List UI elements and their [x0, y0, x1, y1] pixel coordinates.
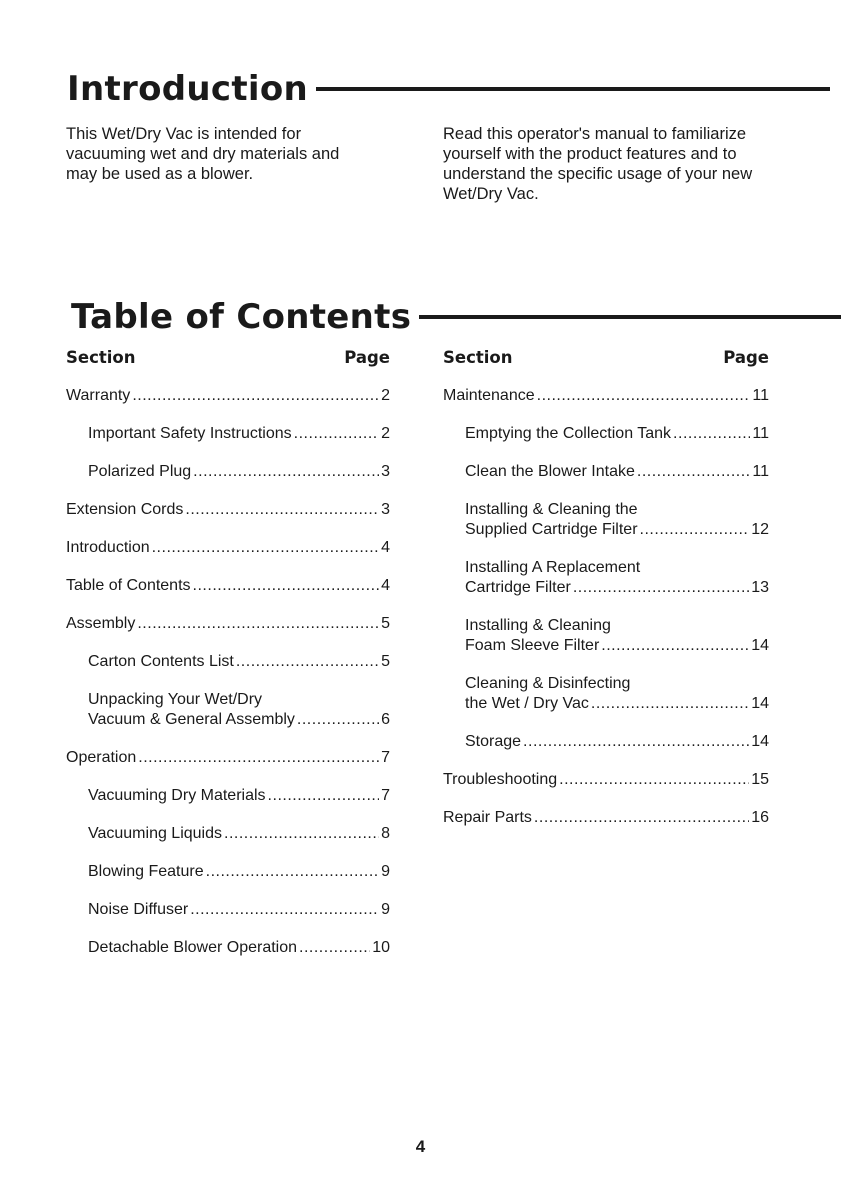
toc-entry	[66, 462, 390, 482]
dot-leader	[152, 538, 379, 558]
toc-entry-title-line: Installing & Cleaning the	[465, 501, 638, 518]
toc-entry	[66, 900, 390, 920]
toc-entry-title: Emptying the Collection Tank	[465, 425, 672, 442]
toc-entry-title: Assembly	[66, 615, 136, 632]
toc-entry-title: Introduction	[66, 539, 150, 556]
section-label: Section	[443, 348, 513, 367]
dot-leader	[185, 500, 379, 520]
toc-column-header	[443, 348, 769, 368]
toc-entry-title: Foam Sleeve Filter	[465, 637, 600, 654]
section-label: Section	[66, 348, 136, 367]
toc-entry-title: Vacuuming Liquids	[88, 825, 223, 842]
toc-entry-title: Blowing Feature	[88, 863, 204, 880]
toc-entry	[443, 558, 769, 598]
toc-entry	[66, 690, 390, 730]
toc-entry-line	[88, 938, 390, 958]
toc-entry-line	[443, 808, 769, 828]
toc-entry-title: Table of Contents	[66, 577, 191, 594]
toc-heading	[71, 297, 773, 337]
dot-leader	[190, 900, 379, 920]
introduction-title: Introduction	[67, 69, 309, 109]
toc-entry-title: Vacuum & General Assembly	[88, 711, 295, 728]
dot-leader	[297, 710, 379, 730]
toc-entry-line	[88, 652, 390, 672]
dot-leader	[294, 424, 379, 444]
toc-entry-title: Maintenance	[443, 387, 535, 404]
toc-entry-title: Repair Parts	[443, 809, 532, 826]
toc-entry	[66, 500, 390, 520]
intro-paragraph-right: Read this operator's manual to familiarize yourself with the product features and to understand the specific usage of your new Wet/Dry Vac.	[443, 125, 753, 203]
dot-leader	[637, 462, 751, 482]
toc-entry-page: 15	[751, 771, 769, 788]
toc-entry-line	[88, 824, 390, 844]
toc-entry-page: 5	[381, 653, 390, 670]
dot-leader	[601, 636, 749, 656]
toc-entry-line	[465, 694, 769, 714]
toc-entry-line	[66, 386, 390, 406]
toc-entry-title-line: Installing A Replacement	[465, 559, 641, 576]
toc-entry	[66, 862, 390, 882]
toc-entry-page: 2	[381, 425, 390, 442]
toc-entry	[66, 786, 390, 806]
toc-entry-page: 7	[381, 787, 390, 804]
toc-entry-line	[66, 576, 390, 596]
toc-entry-line	[66, 500, 390, 520]
toc-entry-page: 14	[751, 733, 769, 750]
toc-entry	[443, 500, 769, 540]
toc-column-left	[66, 348, 390, 976]
dot-leader	[534, 808, 749, 828]
toc-entry-title: Noise Diffuser	[88, 901, 189, 918]
intro-paragraph-left: This Wet/Dry Vac is intended for vacuuming wet and dry materials and may be used as a blower.	[66, 125, 340, 183]
toc-entry-page: 5	[381, 615, 390, 632]
toc-entry-title: Extension Cords	[66, 501, 184, 518]
toc-entry-page: 2	[381, 387, 390, 404]
dot-leader	[299, 938, 370, 958]
dot-leader	[559, 770, 749, 790]
toc-entry-line	[66, 614, 390, 634]
toc-entry-list	[66, 386, 390, 958]
toc-entry-page: 11	[752, 463, 769, 480]
dot-leader	[640, 520, 750, 540]
toc-entry-page: 7	[381, 749, 390, 766]
toc-entry-page: 4	[381, 539, 390, 556]
dot-leader	[193, 462, 379, 482]
toc-entry-title: Cartridge Filter	[465, 579, 571, 596]
dot-leader	[193, 576, 380, 596]
toc-entry-line	[465, 578, 769, 598]
dot-leader	[138, 748, 379, 768]
toc-entry	[66, 614, 390, 634]
toc-entry-line	[88, 462, 390, 482]
toc-entry-line	[465, 732, 769, 752]
toc-entry-page: 4	[381, 577, 390, 594]
toc-entry	[443, 424, 769, 444]
toc-entry-page: 9	[381, 901, 390, 918]
dot-leader	[132, 386, 379, 406]
toc-entry-line	[88, 710, 390, 730]
toc-entry-page: 11	[752, 387, 769, 404]
toc-entry-page: 8	[381, 825, 390, 842]
toc-entry	[66, 824, 390, 844]
toc-entry-title: Carton Contents List	[88, 653, 234, 670]
toc-entry	[443, 386, 769, 406]
introduction-heading	[67, 69, 773, 109]
toc-entry-line	[66, 538, 390, 558]
toc-entry-page: 3	[381, 463, 390, 480]
toc-entry-line	[465, 636, 769, 656]
toc-entry	[443, 808, 769, 828]
toc-entry-title: Troubleshooting	[443, 771, 558, 788]
dot-leader	[224, 824, 379, 844]
dot-leader	[537, 386, 751, 406]
toc-entry	[66, 538, 390, 558]
toc-entry-page: 14	[751, 695, 769, 712]
dot-leader	[268, 786, 380, 806]
toc-entry-line	[465, 520, 769, 540]
toc-entry	[66, 576, 390, 596]
toc-entry-page: 10	[372, 939, 390, 956]
toc-entry-list	[443, 386, 769, 828]
heading-rule	[419, 315, 841, 319]
toc-entry-title: Vacuuming Dry Materials	[88, 787, 266, 804]
toc-entry-page: 12	[751, 521, 769, 538]
toc-entry	[66, 652, 390, 672]
toc-entry-line	[465, 462, 769, 482]
toc-entry	[443, 770, 769, 790]
toc-entry-title-line: Cleaning & Disinfecting	[465, 675, 631, 692]
dot-leader	[573, 578, 749, 598]
dot-leader	[206, 862, 379, 882]
toc-entry	[66, 748, 390, 768]
toc-entry-page: 14	[751, 637, 769, 654]
page-number: 4	[415, 1137, 426, 1156]
toc-entry-page: 6	[381, 711, 390, 728]
toc-column-right	[443, 348, 769, 846]
toc-entry-title: Detachable Blower Operation	[88, 939, 298, 956]
toc-entry-title: the Wet / Dry Vac	[465, 695, 589, 712]
toc-entry-title: Warranty	[66, 387, 131, 404]
toc-entry-page: 13	[751, 579, 769, 596]
toc-entry-title: Operation	[66, 749, 137, 766]
toc-entry	[66, 938, 390, 958]
heading-rule	[316, 87, 830, 91]
toc-title: Table of Contents	[71, 297, 412, 337]
toc-entry-title-line: Unpacking Your Wet/Dry	[88, 691, 263, 708]
toc-entry-line	[66, 748, 390, 768]
toc-entry-title-line: Installing & Cleaning	[465, 617, 611, 634]
toc-entry-line	[465, 424, 769, 444]
toc-entry-page: 3	[381, 501, 390, 518]
page-label: Page	[344, 348, 390, 367]
dot-leader	[236, 652, 379, 672]
toc-entry-title: Polarized Plug	[88, 463, 192, 480]
dot-leader	[137, 614, 379, 634]
toc-entry	[443, 674, 769, 714]
toc-entry-title: Supplied Cartridge Filter	[465, 521, 638, 538]
toc-column-header	[66, 348, 390, 368]
page-label: Page	[723, 348, 769, 367]
toc-entry-title: Clean the Blower Intake	[465, 463, 635, 480]
toc-entry-page: 16	[751, 809, 769, 826]
toc-entry	[443, 732, 769, 752]
toc-entry-line	[443, 386, 769, 406]
toc-entry-title: Important Safety Instructions	[88, 425, 292, 442]
toc-entry-line	[443, 770, 769, 790]
toc-entry-line	[88, 786, 390, 806]
toc-entry-title: Storage	[465, 733, 522, 750]
toc-entry	[66, 424, 390, 444]
toc-entry-page: 11	[752, 425, 769, 442]
toc-entry	[443, 462, 769, 482]
dot-leader	[673, 424, 750, 444]
toc-entry-page: 9	[381, 863, 390, 880]
toc-entry-line	[88, 900, 390, 920]
dot-leader	[523, 732, 749, 752]
toc-entry-line	[88, 862, 390, 882]
dot-leader	[591, 694, 749, 714]
toc-entry-line	[88, 424, 390, 444]
toc-entry	[66, 386, 390, 406]
toc-entry	[443, 616, 769, 656]
